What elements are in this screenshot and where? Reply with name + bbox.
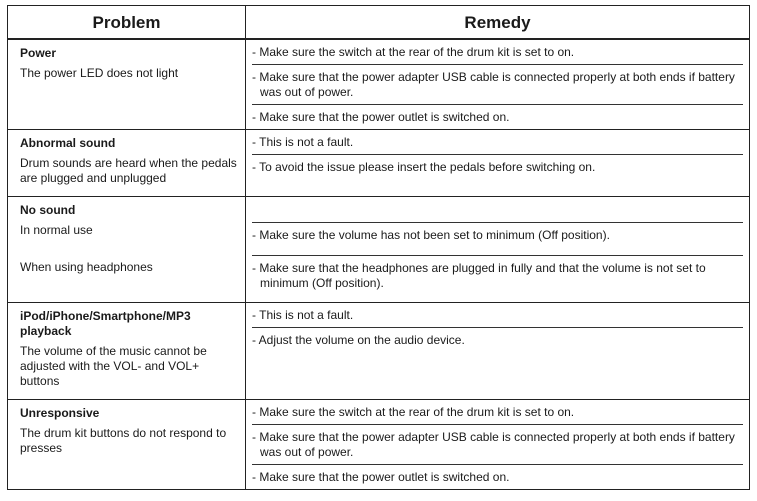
table-row-ipod-playback — [8, 303, 750, 400]
remedy-line: - Make sure the switch at the rear of the drum kit is set to on. — [252, 45, 575, 59]
problem-cell — [8, 303, 246, 400]
problem-cell — [8, 130, 246, 197]
troubleshooting-table — [7, 5, 750, 490]
problem-title: iPod/iPhone/Smartphone/MP3 playback — [20, 309, 191, 338]
table-row-no-sound — [8, 197, 750, 303]
header-row — [8, 6, 750, 40]
table-row-abnormal-sound — [8, 130, 750, 197]
problem-title: Unresponsive — [20, 406, 100, 420]
problem-description: The power LED does not light — [20, 66, 179, 80]
problem-description: In normal use — [20, 223, 93, 237]
table-row-power — [8, 39, 750, 130]
remedy-line: - This is not a fault. — [252, 308, 354, 322]
remedy-line: - Make sure that the headphones are plugged in fully and that the volume is not set to minimum (Off position). — [252, 255, 743, 295]
problem-title: No sound — [20, 203, 76, 217]
problem-title: Power — [20, 46, 57, 60]
remedy-header: Remedy — [246, 6, 750, 40]
remedy-line: - Make sure that the power adapter USB cable is connected properly at both ends if battery was out of power. — [252, 64, 743, 104]
problem-description: The volume of the music cannot be adjusted with the VOL- and VOL+ buttons — [20, 344, 207, 388]
problem-description: Drum sounds are heard when the pedals are plugged and unplugged — [20, 156, 237, 185]
remedy-line: - Make sure that the power outlet is switched on. — [252, 104, 743, 129]
remedy-cell — [246, 39, 750, 130]
remedy-line: - This is not a fault. — [252, 135, 354, 149]
problem-cell — [8, 400, 246, 490]
remedy-line: - Make sure that the power adapter USB cable is connected properly at both ends if battery was out of power. — [252, 424, 743, 464]
remedy-line: - Make sure the switch at the rear of the drum kit is set to on. — [252, 405, 575, 419]
remedy-line: - To avoid the issue please insert the pedals before switching on. — [252, 154, 743, 179]
problem-cell — [8, 39, 246, 130]
remedy-cell — [246, 303, 750, 400]
table-row-unresponsive — [8, 400, 750, 490]
remedy-line: - Make sure the volume has not been set to minimum (Off position). — [252, 222, 743, 247]
problem-cell — [8, 197, 246, 303]
remedy-line: - Adjust the volume on the audio device. — [252, 327, 743, 352]
remedy-line: - Make sure that the power outlet is switched on. — [252, 464, 743, 489]
remedy-cell — [246, 130, 750, 197]
problem-description: When using headphones — [20, 260, 153, 274]
problem-title: Abnormal sound — [20, 136, 116, 150]
remedy-cell — [246, 400, 750, 490]
problem-header: Problem — [8, 6, 246, 40]
remedy-cell — [246, 197, 750, 303]
problem-description: The drum kit buttons do not respond to presses — [20, 426, 227, 455]
